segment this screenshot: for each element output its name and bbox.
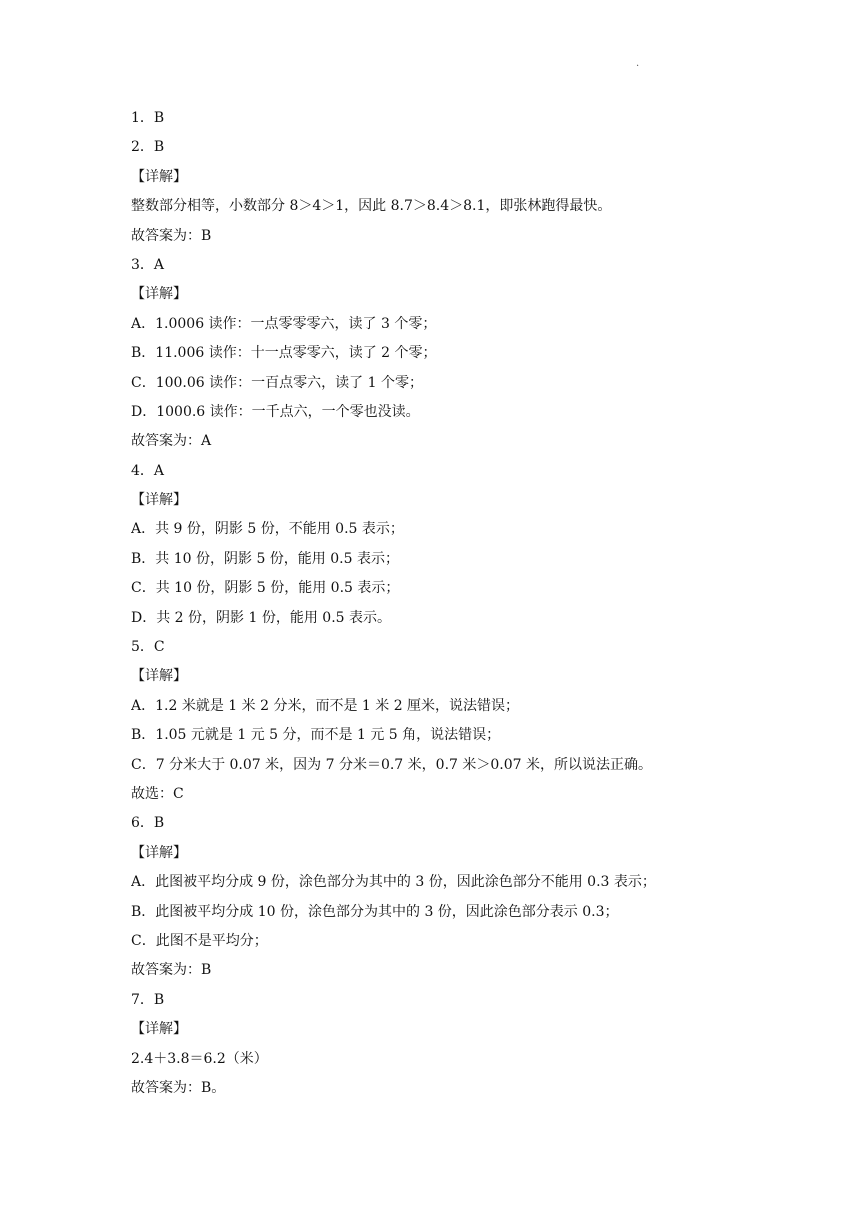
text-line: D．1000.6 读作：一千点六，一个零也没读。 (131, 403, 420, 420)
text-line: 【详解】 (131, 286, 187, 303)
text-line: 7．B (131, 991, 165, 1008)
text-line: C．共 10 份，阴影 5 份，能用 0.5 表示； (131, 580, 400, 597)
text-line: B．共 10 份，阴影 5 份，能用 0.5 表示； (131, 550, 399, 567)
text-line: 故答案为：B (131, 227, 212, 244)
text-line: 故选：C (131, 785, 184, 802)
text-line: A．此图被平均分成 9 份，涂色部分为其中的 3 份，因此涂色部分不能用 0.3 表示； (131, 874, 656, 891)
text-line: 【详解】 (131, 844, 187, 861)
text-line: 整数部分相等，小数部分 8＞4＞1，因此 8.7＞8.4＞8.1，即张林跑得最快。 (131, 198, 612, 215)
text-line: 故答案为：B。 (131, 1079, 226, 1096)
text-line: D．共 2 份，阴影 1 份，能用 0.5 表示。 (131, 609, 392, 626)
text-line: 【详解】 (131, 492, 187, 509)
text-line: 1．B (131, 110, 165, 126)
text-line: 故答案为：A (131, 433, 212, 450)
text-line: 3．A (131, 256, 165, 273)
text-line: 故答案为：B (131, 962, 212, 979)
text-line: 6．B (131, 815, 165, 832)
text-line: C．7 分米大于 0.07 米，因为 7 分米＝0.7 米，0.7 米＞0.07 米，所以说法正确。 (131, 756, 652, 773)
text-line: 【详解】 (131, 668, 187, 685)
text-line: A．1.0006 读作：一点零零零六，读了 3 个零； (131, 315, 437, 332)
answer-text-block (131, 104, 821, 1103)
text-line: 5．C (131, 639, 165, 656)
text-line: 2.4＋3.8＝6.2（米） (131, 1050, 268, 1067)
header-mark: . (636, 58, 640, 69)
text-line: B．1.05 元就是 1 元 5 分，而不是 1 元 5 角，说法错误； (131, 727, 501, 744)
text-line: 2．B (131, 139, 165, 156)
text-line: A．共 9 份，阴影 5 份，不能用 0.5 表示； (131, 521, 404, 538)
text-line: B．此图被平均分成 10 份，涂色部分为其中的 3 份，因此涂色部分表示 0.3； (131, 903, 619, 920)
text-line: 【详解】 (131, 168, 187, 185)
text-line: B．11.006 读作：十一点零零六，读了 2 个零； (131, 345, 437, 362)
text-line: 4．A (131, 462, 165, 479)
text-line: 【详解】 (131, 1021, 187, 1038)
text-line: C．此图不是平均分； (131, 932, 268, 949)
text-line: A．1.2 米就是 1 米 2 分米，而不是 1 米 2 厘米，说法错误； (131, 697, 520, 714)
text-line: C．100.06 读作：一百点零六，读了 1 个零； (131, 374, 423, 391)
